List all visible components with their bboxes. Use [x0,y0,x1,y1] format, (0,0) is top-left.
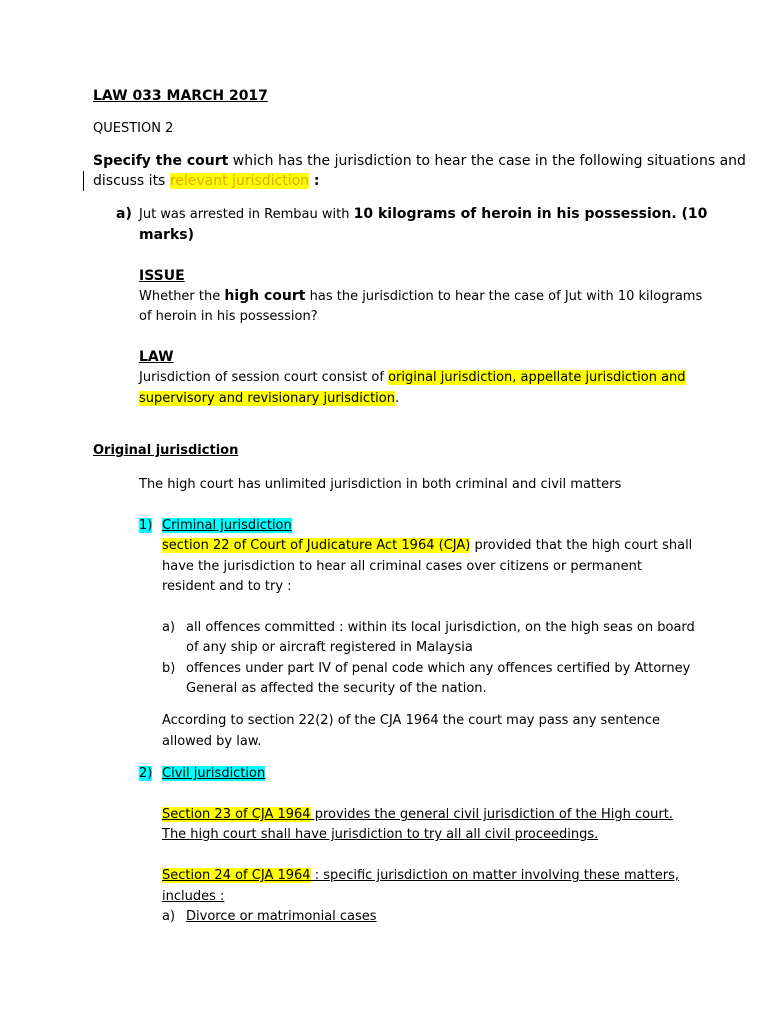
criminal-heading: Criminal jurisdiction [162,518,292,533]
civil-s24-line-2: includes : [162,889,225,904]
criminal-sentence-line-2: allowed by law. [162,734,262,749]
criminal-item-b-marker: b) [162,661,176,676]
issue-suffix: has the jurisdiction to hear the case of Jut with 10 kilograms [305,289,703,304]
intro-line2-prefix: discuss its [93,173,170,189]
law-line-2 [139,389,399,409]
criminal-item-a-line-2: of any ship or aircraft registered in Malaysia [186,640,473,655]
civil-item-a-marker: a) [162,909,176,924]
issue-heading: ISSUE [139,268,185,284]
law-prefix: Jurisdiction of session court consist of [139,370,389,385]
civil-s24-highlight: Section 24 of CJA 1964 [162,868,311,883]
part-a-bold: 10 kilograms of heroin in his possession. (10 [353,206,708,222]
law-highlight-2: supervisory and revisionary jurisdiction [139,391,395,406]
criminal-line-2: have the jurisdiction to hear all criminal cases over citizens or permanent [162,559,642,574]
civil-item-a-text: Divorce or matrimonial cases [186,909,377,924]
law-heading: LAW [139,349,174,365]
law-suffix: . [394,391,400,406]
civil-s24-line-1 [162,866,679,886]
criminal-item-b-line-2: General as affected the security of the nation. [186,681,487,696]
issue-bold: high court [224,288,306,304]
criminal-marker: 1) [139,518,153,533]
intro-line-1 [93,151,746,171]
criminal-line-3: resident and to try : [162,579,292,594]
document-title: LAW 033 MARCH 2017 [93,88,268,104]
law-line-1 [139,368,686,388]
civil-s23-line-1 [162,805,673,825]
law-highlight-1: original jurisdiction, appellate jurisdiction and [388,370,686,385]
criminal-line1-suffix: provided that the high court shall [470,538,693,553]
part-a-marker: a) [116,206,132,222]
criminal-line-1 [162,536,692,556]
intro-line2-suffix: : [309,173,320,189]
intro-highlight: relevant jurisdiction [169,173,310,189]
question-label: QUESTION 2 [93,121,174,136]
intro-rest: which has the jurisdiction to hear the case in the following situations and [228,153,746,169]
part-a-text: Jut was arrested in Rembau with [139,207,354,222]
original-heading: Original jurisdiction [93,443,239,458]
issue-prefix: Whether the [139,289,225,304]
criminal-item-a-marker: a) [162,620,176,635]
civil-s23-highlight: Section 23 of CJA 1964 [162,807,311,822]
criminal-item-a-line-1: all offences committed : within its local jurisdiction, on the high seas on board [186,620,695,635]
criminal-highlight: section 22 of Court of Judicature Act 1964 (CJA) [162,538,471,553]
part-a-line-2: marks) [139,227,194,243]
civil-marker: 2) [139,766,153,781]
text-cursor [83,171,84,191]
civil-s23-suffix: provides the general civil jurisdiction of the High court. [310,807,673,822]
original-intro: The high court has unlimited jurisdiction in both criminal and civil matters [139,477,622,492]
criminal-sentence-line-1: According to section 22(2) of the CJA 1964 the court may pass any sentence [162,713,661,728]
part-a-line-1 [139,204,707,225]
civil-s24-suffix: : specific jurisdiction on matter involving these matters, [310,868,680,883]
civil-s23-line-2: The high court shall have jurisdiction to try all all civil proceedings. [162,827,599,842]
civil-heading: Civil jurisdiction [162,766,266,781]
issue-line-2: of heroin in his possession? [139,309,318,324]
intro-line-2 [93,171,320,191]
issue-line-1 [139,286,702,307]
criminal-item-b-line-1: offences under part IV of penal code which any offences certified by Attorney [186,661,691,676]
intro-bold: Specify the court [93,153,229,169]
